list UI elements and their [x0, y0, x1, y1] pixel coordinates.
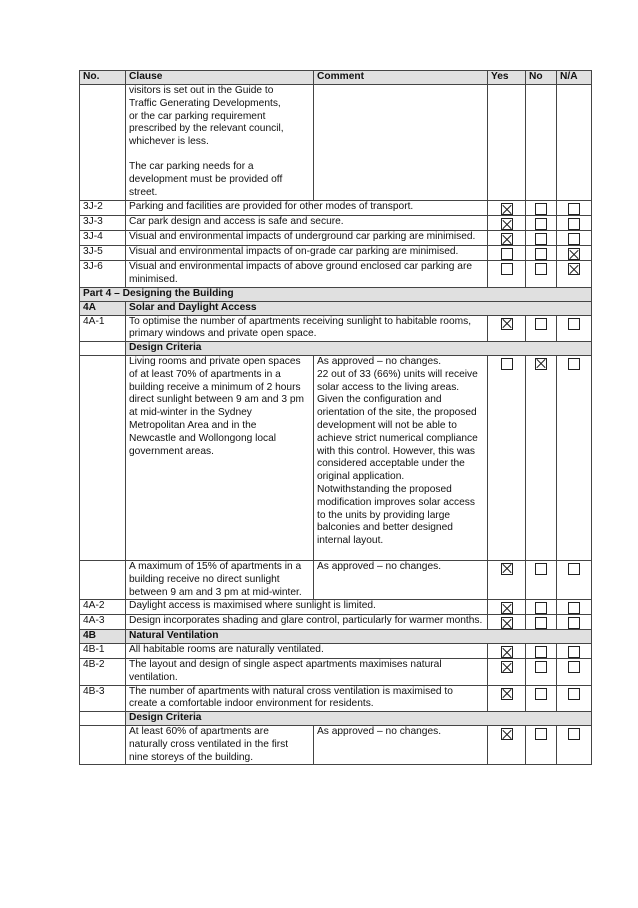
na-checkbox[interactable]: [568, 203, 580, 215]
row-no: 4B-2: [80, 659, 126, 686]
continued-row: [80, 85, 592, 201]
na-checkbox[interactable]: [568, 218, 580, 230]
row-clause: The layout and design of single aspect apartments maximises natural ventilation.: [126, 659, 488, 686]
criteria-clause: A maximum of 15% of apartments in a building receive no direct sunlight between 9 am and 3 pm at mid-winter.: [126, 560, 314, 599]
header-row: [80, 71, 592, 85]
na-checkbox[interactable]: [568, 248, 580, 260]
section-title: Solar and Daylight Access: [126, 301, 592, 315]
row-no: 4A-2: [80, 600, 126, 615]
row-clause: To optimise the number of apartments receiving sunlight to habitable rooms, primary windows and private open space.: [126, 315, 488, 342]
criteria-comment: As approved – no changes. 22 out of 33 (66%) units will receive solar access to the living areas. Given the configuration and orientation of the site, the proposed development will not be able to achieve strict numerical compliance with this control. However, this was considered acceptable under the original application. Notwithstanding the proposed modification improves solar access to the units by providing large balconies and better designed internal layout.: [314, 355, 488, 560]
na-checkbox[interactable]: [568, 646, 580, 658]
row-clause: All habitable rooms are naturally ventilated.: [126, 644, 488, 659]
yes-checkbox[interactable]: [501, 358, 513, 370]
na-checkbox[interactable]: [568, 233, 580, 245]
table-row: [80, 644, 592, 659]
na-checkbox[interactable]: [568, 563, 580, 575]
yes-checkbox[interactable]: [501, 248, 513, 260]
criteria-row: [80, 560, 592, 599]
design-criteria-label: Design Criteria: [126, 342, 592, 356]
na-checkbox[interactable]: [568, 263, 580, 275]
row-clause: Visual and environmental impacts of underground car parking are minimised.: [126, 231, 488, 246]
table-row: [80, 216, 592, 231]
row-clause: Visual and environmental impacts of on-grade car parking are minimised.: [126, 246, 488, 261]
criteria-clause: At least 60% of apartments are naturally cross ventilated in the first nine storeys of the building.: [126, 726, 314, 765]
row-no: 4B-1: [80, 644, 126, 659]
table-row: [80, 600, 592, 615]
yes-checkbox[interactable]: [501, 688, 513, 700]
criteria-row: [80, 355, 592, 560]
no-checkbox[interactable]: [535, 218, 547, 230]
section-title: Natural Ventilation: [126, 630, 592, 644]
part-heading: Part 4 – Designing the Building: [80, 287, 592, 301]
header-na: N/A: [557, 71, 592, 85]
yes-checkbox[interactable]: [501, 646, 513, 658]
table-row: [80, 231, 592, 246]
design-criteria-row: [80, 712, 592, 726]
criteria-row: [80, 726, 592, 765]
row-no: 3J-4: [80, 231, 126, 246]
yes-checkbox[interactable]: [501, 602, 513, 614]
no-checkbox[interactable]: [535, 563, 547, 575]
na-checkbox[interactable]: [568, 661, 580, 673]
yes-checkbox[interactable]: [501, 203, 513, 215]
no-checkbox[interactable]: [535, 248, 547, 260]
design-criteria-label: Design Criteria: [126, 712, 592, 726]
yes-checkbox[interactable]: [501, 263, 513, 275]
yes-checkbox[interactable]: [501, 233, 513, 245]
no-checkbox[interactable]: [535, 602, 547, 614]
row-clause: Design incorporates shading and glare control, particularly for warmer months.: [126, 615, 488, 630]
criteria-clause: Living rooms and private open spaces of at least 70% of apartments in a building receive a minimum of 2 hours direct sunlight between 9 am and 3 pm at mid-winter in the Sydney Metropolitan Area and in the Newcastle and Wollongong local government areas.: [126, 355, 314, 560]
row-no: 3J-5: [80, 246, 126, 261]
row-no: 4A-1: [80, 315, 126, 342]
no-checkbox[interactable]: [535, 263, 547, 275]
table-row: [80, 685, 592, 712]
row-clause: Car park design and access is safe and secure.: [126, 216, 488, 231]
row-clause: Visual and environmental impacts of above ground enclosed car parking are minimised.: [126, 261, 488, 288]
table-row: [80, 201, 592, 216]
yes-checkbox[interactable]: [501, 563, 513, 575]
na-checkbox[interactable]: [568, 358, 580, 370]
design-criteria-row: [80, 342, 592, 356]
yes-checkbox[interactable]: [501, 728, 513, 740]
no-checkbox[interactable]: [535, 661, 547, 673]
yes-checkbox[interactable]: [501, 318, 513, 330]
table-row: [80, 315, 592, 342]
table-row: [80, 246, 592, 261]
na-checkbox[interactable]: [568, 602, 580, 614]
row-no: 3J-6: [80, 261, 126, 288]
row-clause: The number of apartments with natural cross ventilation is maximised to create a comfortable indoor environment for residents.: [126, 685, 488, 712]
no-checkbox[interactable]: [535, 203, 547, 215]
yes-checkbox[interactable]: [501, 617, 513, 629]
yes-checkbox[interactable]: [501, 218, 513, 230]
criteria-comment: As approved – no changes.: [314, 726, 488, 765]
section-no: 4A: [80, 301, 126, 315]
row-no: 4A-3: [80, 615, 126, 630]
row-clause: Daylight access is maximised where sunlight is limited.: [126, 600, 488, 615]
header-clause: Clause: [126, 71, 314, 85]
header-yes: Yes: [488, 71, 526, 85]
section-row: [80, 301, 592, 315]
no-checkbox[interactable]: [535, 646, 547, 658]
no-checkbox[interactable]: [535, 688, 547, 700]
table-row: [80, 261, 592, 288]
table-row: [80, 615, 592, 630]
row-no: 4B-3: [80, 685, 126, 712]
compliance-table: [79, 70, 592, 765]
header-no-col: No: [526, 71, 557, 85]
no-checkbox[interactable]: [535, 358, 547, 370]
part-heading-row: [80, 287, 592, 301]
na-checkbox[interactable]: [568, 318, 580, 330]
no-checkbox[interactable]: [535, 617, 547, 629]
no-checkbox[interactable]: [535, 728, 547, 740]
no-checkbox[interactable]: [535, 318, 547, 330]
section-row: [80, 630, 592, 644]
row-no: 3J-2: [80, 201, 126, 216]
header-no: No.: [80, 71, 126, 85]
na-checkbox[interactable]: [568, 688, 580, 700]
header-comment: Comment: [314, 71, 488, 85]
row-no: 3J-3: [80, 216, 126, 231]
section-no: 4B: [80, 630, 126, 644]
criteria-comment: As approved – no changes.: [314, 560, 488, 599]
no-checkbox[interactable]: [535, 233, 547, 245]
na-checkbox[interactable]: [568, 728, 580, 740]
na-checkbox[interactable]: [568, 617, 580, 629]
table-row: [80, 659, 592, 686]
row-clause: Parking and facilities are provided for other modes of transport.: [126, 201, 488, 216]
yes-checkbox[interactable]: [501, 661, 513, 673]
continued-clause: visitors is set out in the Guide to Traffic Generating Developments, or the car parking requirement prescribed by the relevant council, whichever is less. The car parking needs for a development must be provided off street.: [126, 85, 314, 201]
